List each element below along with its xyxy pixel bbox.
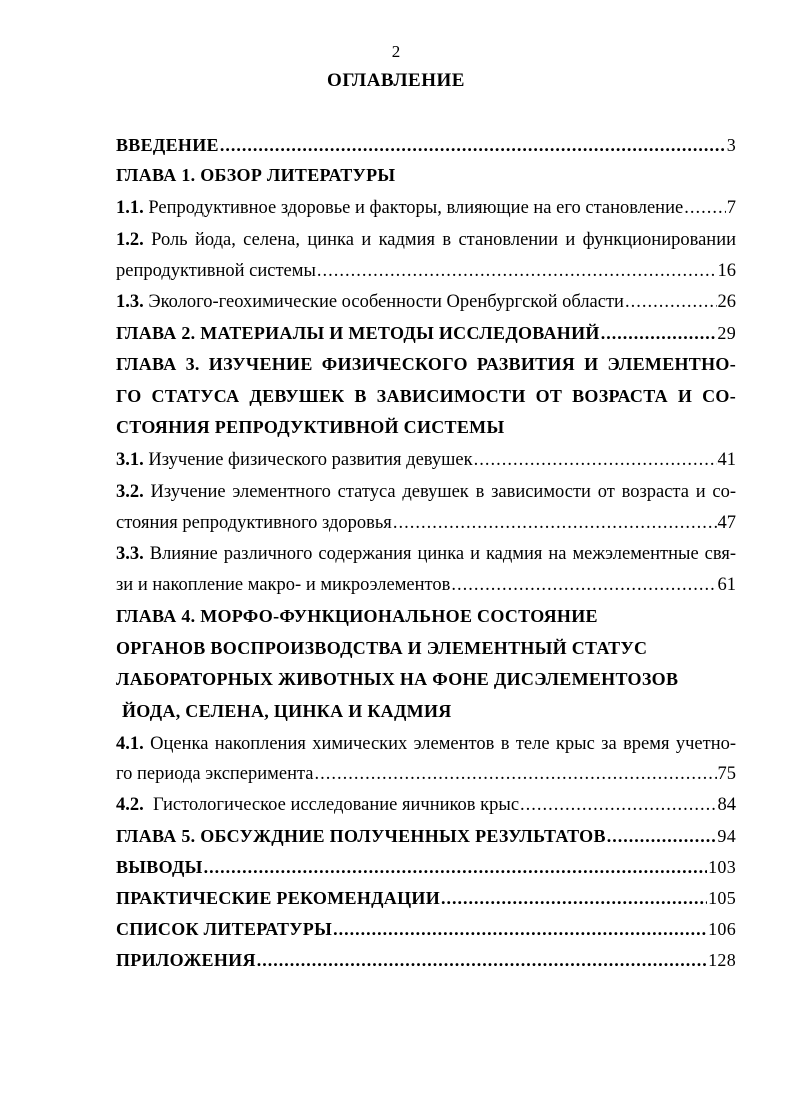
toc-label: репродуктивной системы: [116, 261, 316, 281]
toc-number: 1.1.: [116, 198, 144, 218]
toc-label: СПИСОК ЛИТЕРАТУРЫ: [116, 919, 333, 939]
toc-number: 3.1.: [116, 450, 144, 470]
toc-page: 128: [708, 950, 736, 970]
toc-label: ВВЕДЕНИЕ: [116, 135, 219, 155]
toc-label: ПРАКТИЧЕСКИЕ РЕКОМЕНДАЦИИ: [116, 888, 441, 908]
toc-label: го периода эксперимента: [116, 764, 314, 784]
toc-chapter-4-line2[interactable]: ОРГАНОВ ВОСПРОИЗВОДСТВА И ЭЛЕМЕНТНЫЙ СТАТУС: [116, 638, 648, 658]
page-title: ОГЛАВЛЕНИЕ: [327, 70, 465, 91]
toc-page: 105: [708, 888, 736, 908]
toc-label: Изучение физического развития девушек: [148, 450, 473, 470]
toc-entry-1-2-line2[interactable]: [116, 259, 736, 283]
toc-entry-1-3[interactable]: [116, 290, 736, 314]
toc-entry-recommendations[interactable]: [116, 886, 736, 910]
toc-label: Репродуктивное здоровье и факторы, влияющие на его становление: [148, 198, 684, 218]
toc-label: зи и накопление макро- и микроэлементов: [116, 575, 451, 595]
toc-label: ГЛАВА 5. ОБСУЖДНИЕ ПОЛУЧЕННЫХ РЕЗУЛЬТАТОВ: [116, 826, 606, 846]
toc-number: 3.2.: [116, 482, 144, 502]
toc-chapter-2[interactable]: [116, 321, 736, 345]
toc-label: Влияние различного содержания цинка и кадмия на межэлементные свя-: [149, 544, 737, 564]
toc-page: 103: [708, 857, 736, 877]
toc-entry-4-1-line2[interactable]: [116, 762, 736, 786]
toc-page: 94: [717, 826, 736, 846]
toc-label: стояния репродуктивного здоровья: [116, 513, 392, 533]
toc-page: 7: [726, 198, 736, 218]
toc-entry-4-2[interactable]: [116, 793, 736, 817]
toc-entry-references[interactable]: [116, 917, 736, 941]
toc-label: Роль йода, селена, цинка и кадмия в становлении и функционировании: [151, 230, 737, 250]
toc-entry-3-1[interactable]: [116, 448, 736, 472]
toc-page: 61: [717, 575, 736, 595]
toc-page: 26: [717, 292, 736, 312]
toc-chapter-3-line2[interactable]: ГО СТАТУСА ДЕВУШЕК В ЗАВИСИМОСТИ ОТ ВОЗРАСТА И СО-: [116, 386, 736, 406]
toc-label: Оценка накопления химических элементов в теле крыс за время учетно-: [150, 734, 737, 754]
toc-page: 75: [717, 764, 736, 784]
toc-chapter-4-line1[interactable]: ГЛАВА 4. МОРФО-ФУНКЦИОНАЛЬНОЕ СОСТОЯНИЕ: [116, 606, 598, 626]
toc-label: Эколого-геохимические особенности Оренбургской области: [148, 292, 624, 312]
toc-label: ГЛАВА 2. МАТЕРИАЛЫ И МЕТОДЫ ИССЛЕДОВАНИЙ: [116, 323, 600, 343]
toc-chapter-1[interactable]: ГЛАВА 1. ОБЗОР ЛИТЕРАТУРЫ: [116, 165, 396, 185]
toc-page: 29: [717, 323, 736, 343]
toc-label: Гистологическое исследование яичников крыс: [153, 795, 520, 815]
toc-entry-3-2-line1[interactable]: [116, 480, 736, 504]
toc-number: 4.1.: [116, 734, 144, 754]
toc-number: 4.2.: [116, 795, 144, 815]
toc-entry-1-1[interactable]: [116, 196, 736, 220]
toc-label: ВЫВОДЫ: [116, 857, 203, 877]
toc-entry-appendices[interactable]: [116, 948, 736, 972]
toc-chapter-4-line4[interactable]: ЙОДА, СЕЛЕНА, ЦИНКА И КАДМИЯ: [122, 701, 452, 721]
toc-page: 3: [726, 135, 736, 155]
toc-chapter-4-line3[interactable]: ЛАБОРАТОРНЫХ ЖИВОТНЫХ НА ФОНЕ ДИСЭЛЕМЕНТОЗОВ: [116, 669, 679, 689]
toc-page: 16: [717, 261, 736, 281]
toc-entry-4-1-line1[interactable]: [116, 732, 736, 756]
toc-page: 84: [717, 795, 736, 815]
toc-entry-3-3-line1[interactable]: [116, 542, 736, 566]
toc-number: 3.3.: [116, 544, 144, 564]
toc-label: ПРИЛОЖЕНИЯ: [116, 950, 256, 970]
toc-number: 1.2.: [116, 230, 144, 250]
toc-entry-3-3-line2[interactable]: [116, 573, 736, 597]
toc-page: 41: [717, 450, 736, 470]
toc-page: 106: [708, 919, 736, 939]
toc-label: Изучение элементного статуса девушек в зависимости от возраста и со-: [150, 482, 737, 502]
page-number: 2: [391, 42, 401, 61]
toc-entry-introduction[interactable]: [116, 133, 736, 157]
toc-chapter-3-line3[interactable]: СТОЯНИЯ РЕПРОДУКТИВНОЙ СИСТЕМЫ: [116, 417, 505, 437]
toc-chapter-5[interactable]: [116, 824, 736, 848]
toc-entry-conclusions[interactable]: [116, 855, 736, 879]
toc-page: 47: [717, 513, 736, 533]
toc-entry-1-2-line1[interactable]: [116, 228, 736, 252]
toc-chapter-3-line1[interactable]: ГЛАВА 3. ИЗУЧЕНИЕ ФИЗИЧЕСКОГО РАЗВИТИЯ И ЭЛЕМЕНТНО-: [116, 354, 736, 374]
toc-number: 1.3.: [116, 292, 144, 312]
toc-entry-3-2-line2[interactable]: [116, 511, 736, 535]
